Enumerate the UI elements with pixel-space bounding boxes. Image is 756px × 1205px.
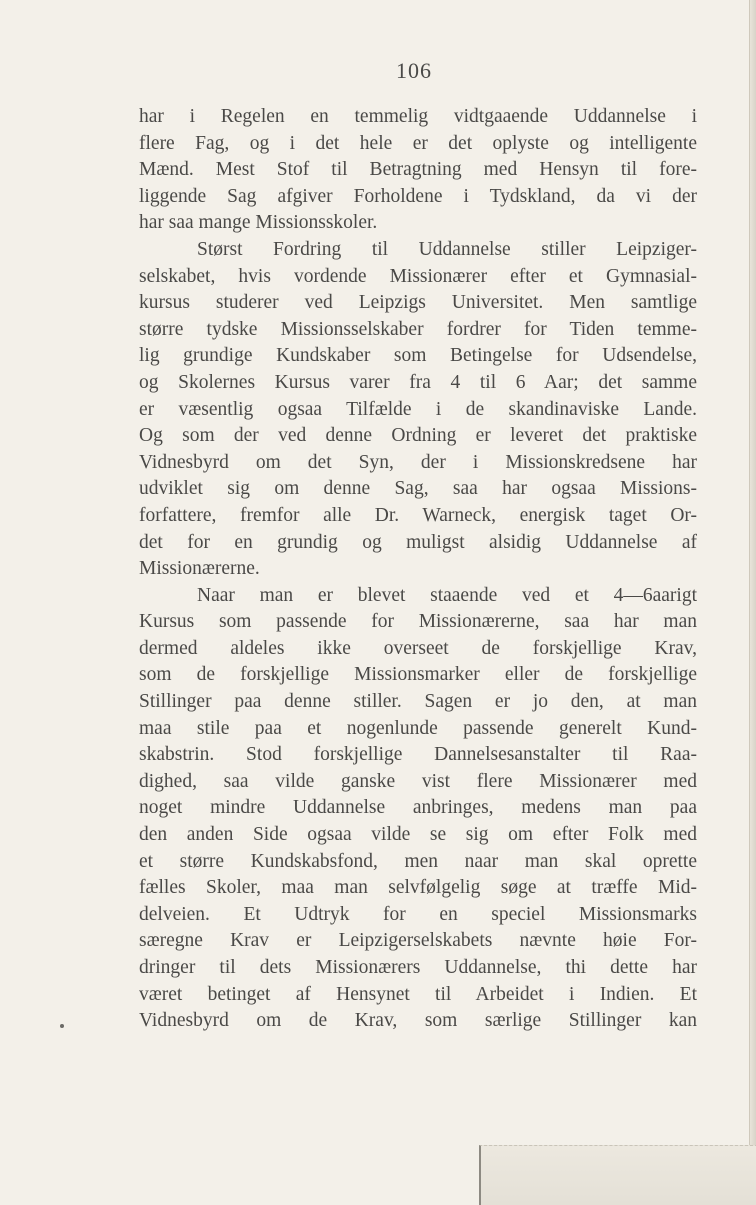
library-stamp-frame — [479, 1145, 756, 1205]
text-line: et større Kundskabsfond, men naar man skal oprette — [139, 850, 697, 872]
text-line: og Skolernes Kursus varer fra 4 til 6 Aar; det samme — [139, 371, 697, 393]
text-line: Størst Fordring til Uddannelse stiller Leipziger- — [197, 238, 697, 260]
text-line: skabstrin. Stod forskjellige Dannelsesanstalter til Raa- — [139, 744, 697, 766]
text-line: Mænd. Mest Stof til Betragtning med Hensyn til fore- — [139, 159, 697, 181]
text-line: kursus studerer ved Leipzigs Universitet. Men samtlige — [139, 292, 697, 314]
text-line: Vidnesbyrd om det Syn, der i Missionskredsene har — [139, 451, 697, 473]
text-line: den anden Side ogsaa vilde se sig om efter Folk med — [139, 824, 697, 846]
text-line: delveien. Et Udtryk for en speciel Missionsmarks — [139, 903, 697, 925]
text-line: været betinget af Hensynet til Arbeidet i Indien. Et — [139, 983, 697, 1005]
text-line: det for en grundig og muligst alsidig Uddannelse af — [139, 531, 697, 553]
text-line: Vidnesbyrd om de Krav, som særlige Stillinger kan — [139, 1010, 697, 1032]
text-line: maa stile paa et nogenlunde passende generelt Kund- — [139, 717, 697, 739]
text-line: lig grundige Kundskaber som Betingelse for Udsendelse, — [139, 345, 697, 367]
text-line: Naar man er blevet staaende ved et 4—6aarigt — [197, 584, 697, 606]
margin-mark — [60, 1024, 64, 1028]
text-line: udviklet sig om denne Sag, saa har ogsaa Missions- — [139, 478, 697, 500]
text-line: har i Regelen en temmelig vidtgaaende Uddannelse i — [139, 106, 697, 127]
text-line: dermed aldeles ikke overseet de forskjellige Krav, — [139, 637, 697, 659]
page-edge — [749, 0, 756, 1205]
text-line: større tydske Missionsselskaber fordrer for Tiden temme- — [139, 318, 697, 340]
text-line: fælles Skoler, maa man selvfølgelig søge at træffe Mid- — [139, 877, 697, 899]
page-number: 106 — [396, 58, 432, 83]
text-line: forfattere, fremfor alle Dr. Warneck, energisk taget Or- — [139, 504, 697, 526]
text-line: Missionærerne. — [139, 558, 260, 580]
text-line: har saa mange Missionsskoler. — [139, 212, 378, 234]
text-line: Og som der ved denne Ordning er leveret det praktiske — [139, 425, 697, 447]
text-line: er væsentlig ogsaa Tilfælde i de skandinaviske Lande. — [139, 398, 697, 420]
text-line: Kursus som passende for Missionærerne, saa har man — [139, 611, 697, 633]
text-line: selskabet, hvis vordende Missionærer efter et Gymnasial- — [139, 265, 697, 287]
text-line: flere Fag, og i det hele er det oplyste og intelligente — [139, 132, 697, 154]
text-line: særegne Krav er Leipzigerselskabets nævnte høie For- — [139, 930, 697, 952]
text-line: som de forskjellige Missionsmarker eller de forskjellige — [139, 664, 697, 686]
text-line: dighed, saa vilde ganske vist flere Missionærer med — [139, 770, 697, 792]
text-line: liggende Sag afgiver Forholdene i Tydskland, da vi der — [139, 185, 697, 207]
body-text — [139, 104, 697, 1035]
text-line: dringer til dets Missionærers Uddannelse, thi dette har — [139, 957, 697, 978]
text-line: Stillinger paa denne stiller. Sagen er jo den, at man — [139, 691, 697, 713]
text-line: noget mindre Uddannelse anbringes, medens man paa — [139, 797, 697, 819]
